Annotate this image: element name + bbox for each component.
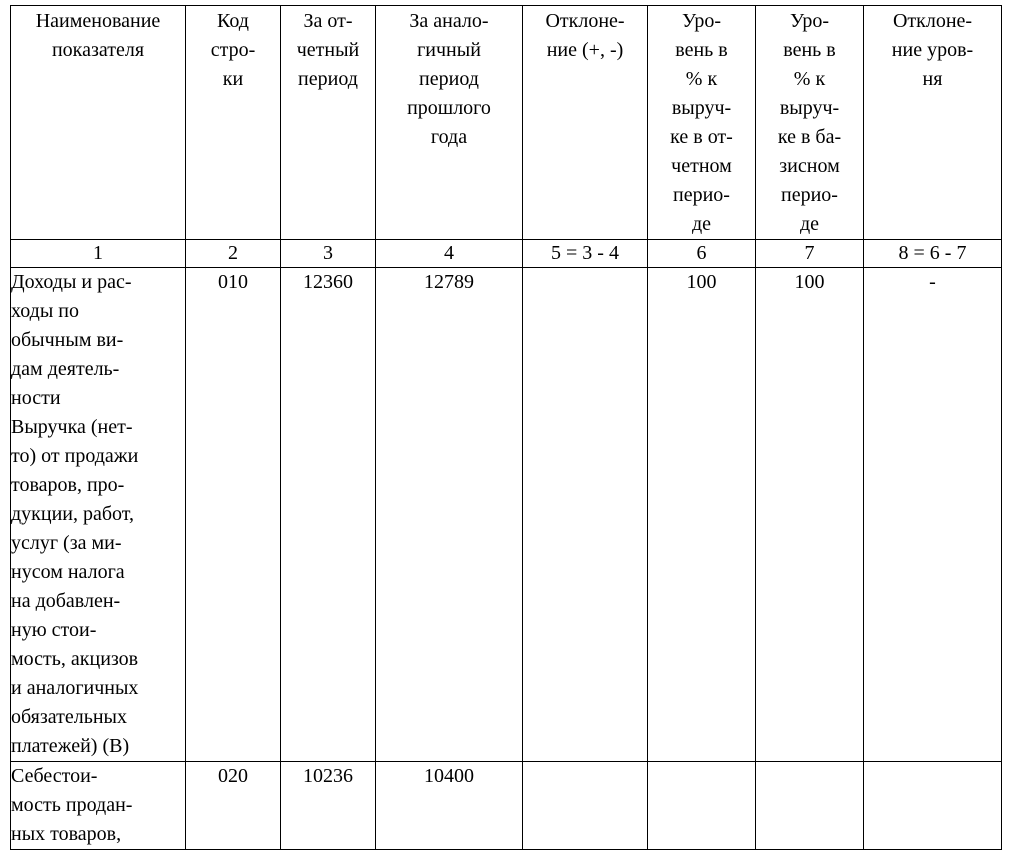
header-cell-level-current: Уро- вень в % к выруч- ке в от- четном перио- де: [648, 6, 756, 240]
header-cell-previous: За анало- гичный период прошлого года: [376, 6, 523, 240]
header-cell-current: За от- четный период: [281, 6, 376, 240]
row-level-current-cell: [648, 762, 756, 850]
column-number-row: [11, 240, 1002, 268]
row-level-deviation-cell: -: [864, 268, 1002, 762]
table-row: [11, 762, 1002, 850]
row-name-cell: Себестои- мость продан- ных товаров,: [11, 762, 186, 850]
header-row: [11, 6, 1002, 240]
row-level-current-cell: 100: [648, 268, 756, 762]
column-number: 5 = 3 - 4: [523, 240, 648, 268]
row-deviation-cell: [523, 268, 648, 762]
row-level-base-cell: [756, 762, 864, 850]
row-current-cell: 12360: [281, 268, 376, 762]
row-current-cell: 10236: [281, 762, 376, 850]
column-number: 1: [11, 240, 186, 268]
row-code-cell: 020: [186, 762, 281, 850]
row-previous-cell: 10400: [376, 762, 523, 850]
column-number: 8 = 6 - 7: [864, 240, 1002, 268]
column-number: 2: [186, 240, 281, 268]
header-cell-name: Наименование показателя: [11, 6, 186, 240]
header-cell-code: Код стро- ки: [186, 6, 281, 240]
header-cell-deviation: Отклоне- ние (+, -): [523, 6, 648, 240]
header-cell-level-base: Уро- вень в % к выруч- ке в ба- зисном перио- де: [756, 6, 864, 240]
column-number: 4: [376, 240, 523, 268]
column-number: 7: [756, 240, 864, 268]
row-level-base-cell: 100: [756, 268, 864, 762]
report-table: [10, 5, 1002, 850]
row-code-cell: 010: [186, 268, 281, 762]
table-row: [11, 268, 1002, 762]
row-level-deviation-cell: [864, 762, 1002, 850]
header-cell-level-deviation: Отклоне- ние уров- ня: [864, 6, 1002, 240]
column-number: 6: [648, 240, 756, 268]
row-name-cell: Доходы и рас- ходы по обычным ви- дам деятель- ности Выручка (нет- то) от продажи товаров, про- дукции, работ, услуг (за ми- нусом налога на добавлен- ную стои- мость, акцизов и аналогичных обязательных платежей) (В): [11, 268, 186, 762]
row-previous-cell: 12789: [376, 268, 523, 762]
row-deviation-cell: [523, 762, 648, 850]
column-number: 3: [281, 240, 376, 268]
